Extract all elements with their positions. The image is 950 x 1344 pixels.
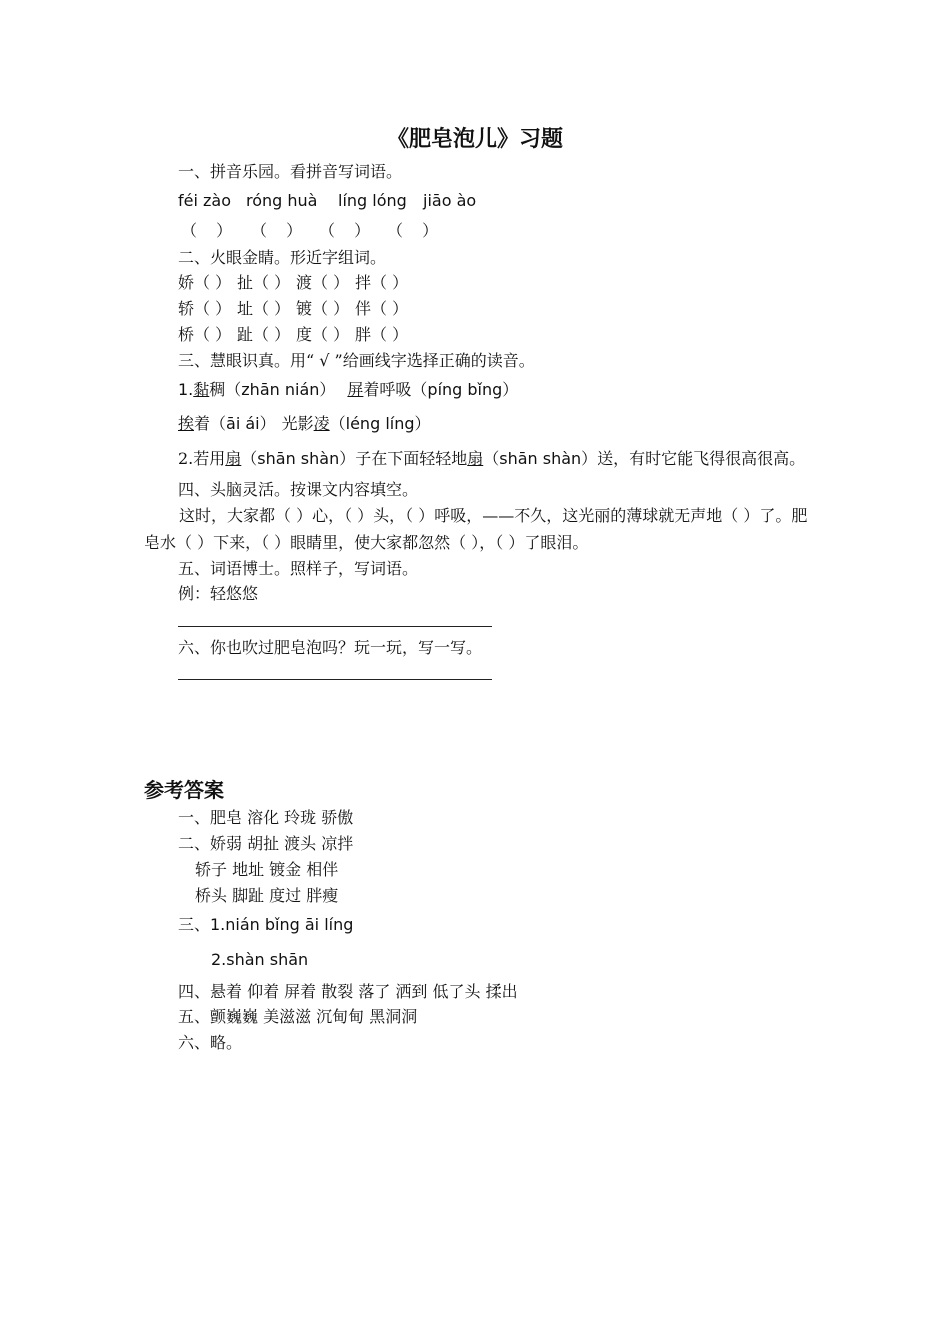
underlined-char: 黏 — [193, 380, 210, 399]
q2-cell: 桥（ ） — [178, 325, 232, 344]
q2-heading: 二、火眼金睛。形近字组词。 — [178, 248, 387, 267]
q3-heading: 三、慧眼识真。用“ √ ”给画线字选择正确的读音。 — [178, 351, 535, 370]
answer-line — [178, 626, 492, 627]
answer-2-line-2: 轿子 地址 镀金 相伴 — [195, 860, 339, 879]
q2-cell: 伴（ ） — [355, 299, 409, 318]
answer-4: 四、悬着 仰着 屏着 散裂 落了 洒到 低了头 揉出 — [178, 982, 518, 1001]
underlined-char: 凌 — [313, 414, 330, 433]
q3-word-prefix: 光影 — [281, 414, 314, 433]
q3-option: 着呼吸（píng bǐng） — [363, 380, 519, 399]
answer-3-line-1: 三、1.nián bǐng āi líng — [178, 915, 354, 934]
answer-6: 六、略。 — [178, 1033, 243, 1052]
answer-2-line-3: 桥头 脚趾 度过 胖瘦 — [195, 886, 339, 905]
q1-blank-1: （ ） — [181, 221, 233, 240]
q2-cell: 轿（ ） — [178, 299, 232, 318]
q5-heading: 五、词语博士。照样子，写词语。 — [178, 559, 419, 578]
q3-item-2 — [178, 449, 805, 469]
q3-item-1b — [178, 414, 431, 434]
underlined-char: 扇 — [225, 449, 242, 468]
q1-heading: 一、拼音乐园。看拼音写词语。 — [178, 162, 403, 181]
q3-option: （léng líng） — [329, 414, 431, 433]
q3-text: （shān shàn）子在下面轻轻地 — [241, 449, 468, 468]
page-title: 《肥皂泡儿》习题 — [386, 127, 563, 152]
q2-cell: 镀（ ） — [296, 299, 350, 318]
q1-pinyin-1: féi zào — [178, 191, 231, 210]
q1-pinyin-4: jiāo ào — [423, 191, 477, 210]
q3-option: 稠（zhān nián） — [209, 380, 336, 399]
q2-cell: 渡（ ） — [296, 273, 350, 292]
answer-3-line-2: 2.shàn shān — [211, 950, 309, 969]
q3-item-number: 1. — [178, 380, 194, 399]
q2-cell: 胖（ ） — [355, 325, 409, 344]
answer-5: 五、颤巍巍 美滋滋 沉甸甸 黑洞洞 — [178, 1007, 418, 1026]
q2-cell: 趾（ ） — [237, 325, 291, 344]
q1-blank-3: （ ） — [319, 221, 371, 240]
q1-blank-4: （ ） — [387, 221, 439, 240]
answer-2-line-1: 二、娇弱 胡扯 渡头 凉拌 — [178, 834, 354, 853]
q3-text: （shān shàn）送，有时它能飞得很高很高。 — [483, 449, 806, 468]
q1-pinyin-3: líng lóng — [338, 191, 407, 210]
underlined-char: 挨 — [178, 414, 195, 433]
answer-1: 一、肥皂 溶化 玲珑 骄傲 — [178, 808, 354, 827]
q2-cell: 娇（ ） — [178, 273, 232, 292]
answers-title: 参考答案 — [144, 778, 224, 802]
q3-item-1 — [178, 380, 518, 400]
answer-line — [178, 679, 492, 680]
q2-cell: 址（ ） — [237, 299, 291, 318]
q5-example: 例：轻悠悠 — [178, 584, 259, 603]
q2-cell: 拌（ ） — [355, 273, 409, 292]
q2-cell: 扯（ ） — [237, 273, 291, 292]
q2-cell: 度（ ） — [296, 325, 350, 344]
underlined-char: 扇 — [467, 449, 484, 468]
q4-fill-paragraph: 这时，大家都（ ）心，（ ）头，（ ）呼吸，——不久，这光丽的薄球就无声地（ ）了。肥皂水（ ）下来，（ ）眼睛里，使大家都忽然（ ），（ ）了眼泪。 — [144, 506, 808, 552]
underlined-char: 屏 — [347, 380, 364, 399]
q3-text: 2.若用 — [178, 449, 226, 468]
q6-heading: 六、你也吹过肥皂泡吗？玩一玩，写一写。 — [178, 638, 483, 657]
q3-option: 着（āi ái） — [194, 414, 276, 433]
q4-heading: 四、头脑灵活。按课文内容填空。 — [178, 480, 419, 499]
q1-blank-2: （ ） — [251, 221, 303, 240]
q1-pinyin-2: róng huà — [246, 191, 318, 210]
